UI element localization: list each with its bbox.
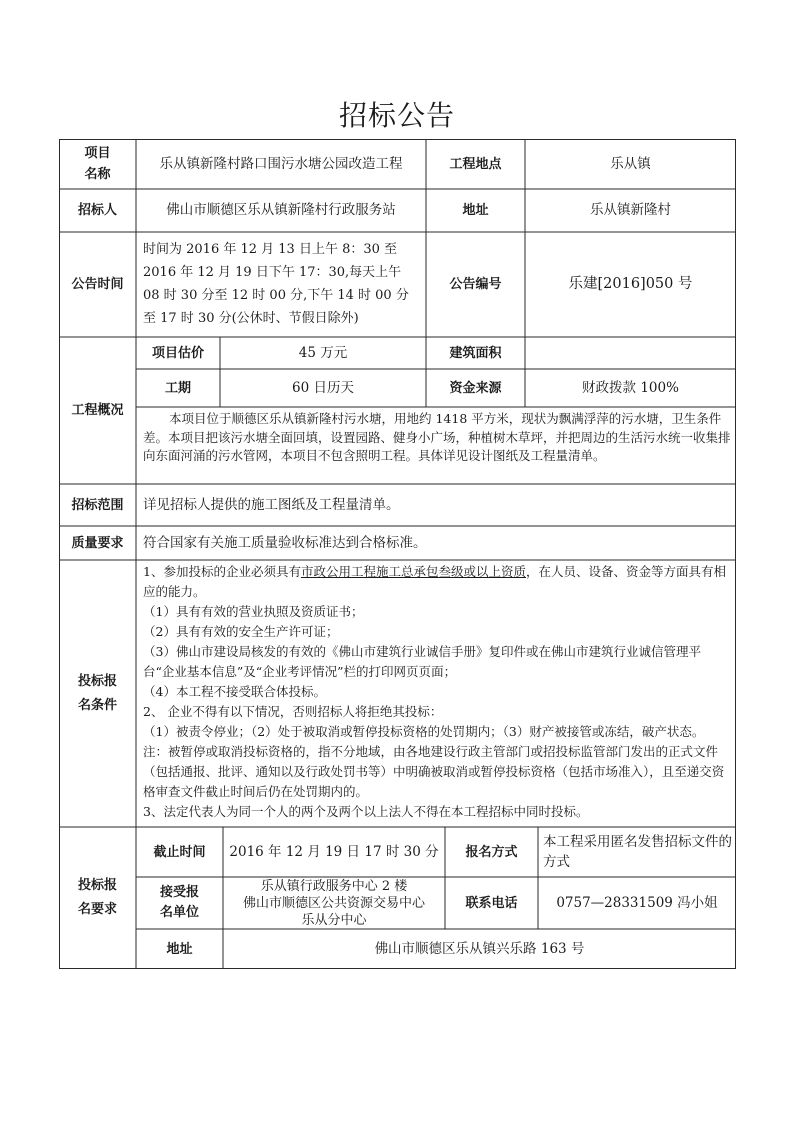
condition-1-qualification: 市政公用工程施工总承包叁级或以上资质 — [300, 564, 526, 579]
value-unit: 乐从镇行政服务中心 2 楼 佛山市顺德区公共资源交易中心 乐从分中心 — [242, 878, 425, 928]
label-registration: 投标报 名要求 — [77, 878, 117, 917]
value-fund: 财政拨款 100% — [582, 379, 679, 396]
condition-2-items: （1）被责令停业；（2）处于被取消或暂停投标资格的处罚期内；（3）财产被接管或冻结，破产状态。 — [143, 724, 705, 739]
label-scope: 招标范围 — [71, 497, 124, 513]
value-area — [525, 337, 736, 369]
condition-1-pre: 1、参加投标的企业必须具有 — [143, 564, 301, 579]
value-method: 本工程采用匿名发售招标文件的方式 — [543, 834, 732, 870]
value-scope: 详见招标人提供的施工图纸及工程量清单。 — [143, 496, 400, 513]
label-project-name: 项目 名称 — [84, 146, 111, 182]
value-announce-time: 时间为 2016 年 12 月 13 日上午 8：30 至 2016 年 12 月 19 日下午 17：30,每天上午 08 时 30 分至 12 时 00 分,下午 14 时 00 分至 17 时 30 分(公休时、节假日除外) — [143, 242, 409, 326]
page-title: 招标公告 — [338, 99, 455, 132]
label-reg-address: 地址 — [166, 941, 193, 957]
tender-table — [59, 139, 736, 969]
condition-1 — [143, 562, 731, 602]
label-overview: 工程概况 — [71, 403, 124, 418]
label-announce-time: 公告时间 — [71, 277, 124, 292]
label-quality: 质量要求 — [71, 535, 124, 551]
value-quality: 符合国家有关施工质量验收标准达到合格标准。 — [143, 534, 427, 551]
label-tenderer: 招标人 — [77, 203, 117, 218]
label-location: 工程地点 — [449, 156, 502, 172]
label-unit: 接受报 名单位 — [159, 885, 199, 920]
label-deadline: 截止时间 — [153, 844, 206, 860]
condition-note: 注：被暂停或取消投标资格的，指不分地域，由各地建设行政主管部门或招投标监管部门发出的正式文件（包括通报、批评、通知以及行政处罚书等）中明确被取消或暂停投标资格（包括市场准入），且至递交资格审查文件截止时间后仍在处罚期内的。 — [143, 744, 725, 799]
condition-2: 2、 企业不得有以下情况，否则招标人将拒绝其投标： — [143, 704, 443, 719]
value-announce-no: 乐建[2016]050 号 — [568, 276, 693, 292]
label-address: 地址 — [462, 203, 489, 218]
value-phone: 0757—28331509 冯小姐 — [556, 894, 718, 911]
value-period: 60 日历天 — [292, 379, 354, 396]
label-method: 报名方式 — [465, 844, 518, 860]
label-conditions: 投标报 名条件 — [77, 673, 117, 713]
condition-1-post: ，在人员、设备、资金等方面具有相应的能力。 — [143, 564, 726, 599]
value-tenderer: 佛山市顺德区乐从镇新隆村行政服务站 — [166, 202, 396, 218]
value-estimate: 45 万元 — [298, 344, 348, 361]
condition-1-item: （2）具有有效的安全生产许可证； — [143, 624, 339, 639]
label-fund: 资金来源 — [449, 380, 502, 396]
value-location: 乐从镇 — [610, 155, 651, 172]
condition-1-item: （4）本工程不接受联合体投标。 — [143, 684, 326, 699]
label-phone: 联系电话 — [465, 895, 518, 911]
value-conditions — [143, 562, 731, 822]
label-announce-no: 公告编号 — [449, 277, 502, 292]
condition-1-item: （3）佛山市建设局核发的有效的《佛山市建筑行业诚信手册》复印件或在佛山市建筑行业诚信管理平台“企业基本信息”及“企业考评情况”栏的打印网页页面； — [143, 644, 701, 679]
value-overview-description: 本项目位于顺德区乐从镇新隆村污水塘，用地约 1418 平方米，现状为飘满浮萍的污水塘，卫生条件差。本项目把该污水塘全面回填，设置园路、健身小广场，种植树木草坪，并把周边的生活污水统一收集排向东面河涌的污水管网，本项目不包含照明工程。具体详见设计图纸及工程量清单。 — [143, 411, 731, 463]
label-estimate: 项目估价 — [151, 345, 204, 361]
value-reg-address: 佛山市顺德区乐从镇兴乐路 163 号 — [374, 940, 585, 957]
label-area: 建筑面积 — [449, 345, 502, 361]
value-project-name: 乐从镇新隆村路口围污水塘公园改造工程 — [159, 155, 403, 172]
value-address: 乐从镇新隆村 — [590, 202, 671, 218]
value-deadline: 2016 年 12 月 19 日 17 时 30 分 — [229, 843, 439, 860]
condition-1-item: （1）具有有效的营业执照及资质证书； — [143, 604, 364, 619]
condition-3: 3、法定代表人为同一个人的两个及两个以上法人不得在本工程招标中同时投标。 — [143, 804, 589, 819]
label-period: 工期 — [164, 380, 191, 396]
